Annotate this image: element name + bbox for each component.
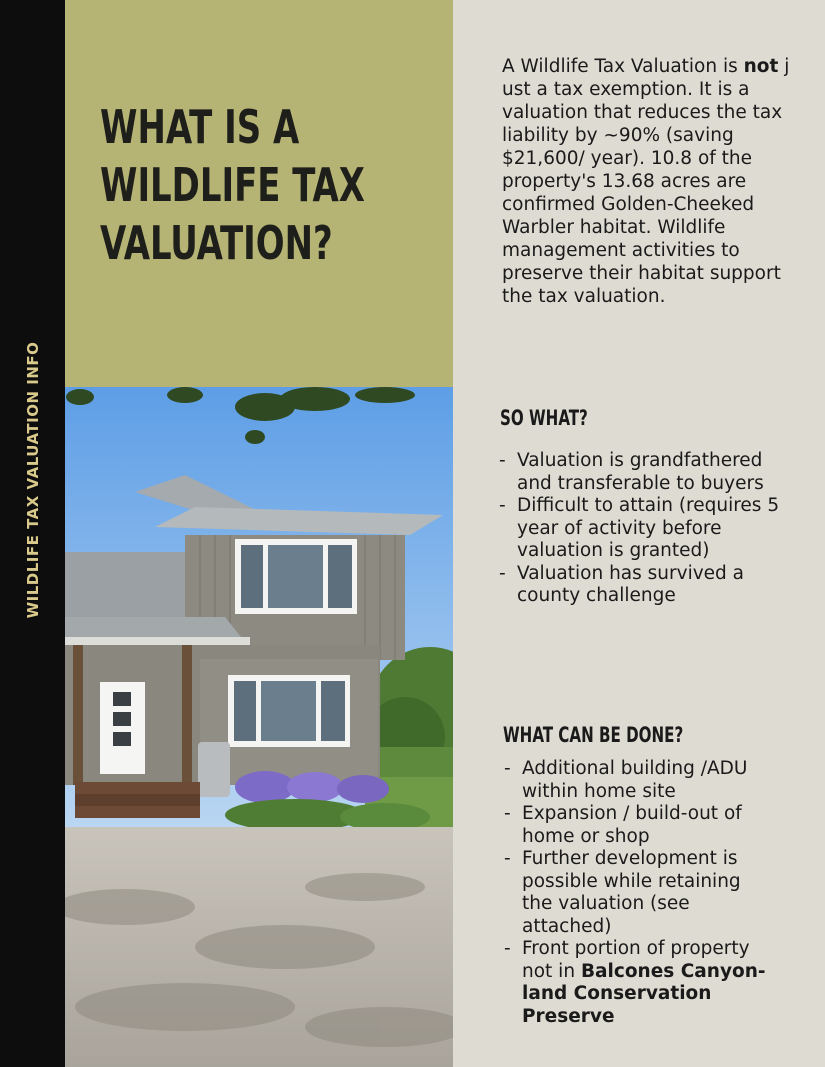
intro-emphasis: not — [743, 56, 779, 77]
sidebar-label: WILDLIFE TAX VALUATION INFO — [24, 341, 42, 619]
what-can-list — [502, 758, 774, 1028]
sidebar — [0, 0, 65, 1067]
so-what-list — [497, 450, 797, 608]
page-title — [100, 98, 371, 272]
what-can-heading: WHAT CAN BE DONE? — [503, 723, 684, 747]
intro-text-rest: j ust a tax exemption. It is a valuation that reduces the tax liability by ~90% (saving $21,600/ year). 10.8 of the property's 13.68 acres are confirmed Golden-Cheeked Warbler habitat. Wildlife management activities to preserve their habitat support the tax valuation. — [502, 56, 790, 307]
list-item — [502, 938, 774, 1028]
preserve-name: Balcones Canyon-land Conservation Preserve — [522, 960, 766, 1027]
list-item: - Valuation is grandfathered and transferable to buyers — [497, 450, 797, 495]
title-line-2: WILDLIFE TAX — [100, 158, 365, 212]
list-item: - Additional building /ADU within home site — [502, 758, 774, 803]
intro-column — [502, 55, 802, 308]
title-line-3: VALUATION? — [100, 216, 333, 270]
list-item: - Difficult to attain (requires 5 year of activity before valuation is granted) — [497, 495, 797, 563]
list-item: - Expansion / build-out of home or shop — [502, 803, 774, 848]
so-what-heading: SO WHAT? — [500, 406, 588, 430]
intro-text-start: A Wildlife Tax Valuation is — [502, 56, 744, 77]
house-photo — [65, 387, 453, 1067]
list-item-text: Front portion of property not in — [522, 938, 750, 982]
intro-paragraph — [502, 55, 802, 308]
title-line-1: WHAT IS A — [100, 100, 300, 154]
list-item: - Further development is possible while retaining the valuation (see attached) — [502, 848, 774, 938]
list-item: - Valuation has survived a county challenge — [497, 563, 797, 608]
